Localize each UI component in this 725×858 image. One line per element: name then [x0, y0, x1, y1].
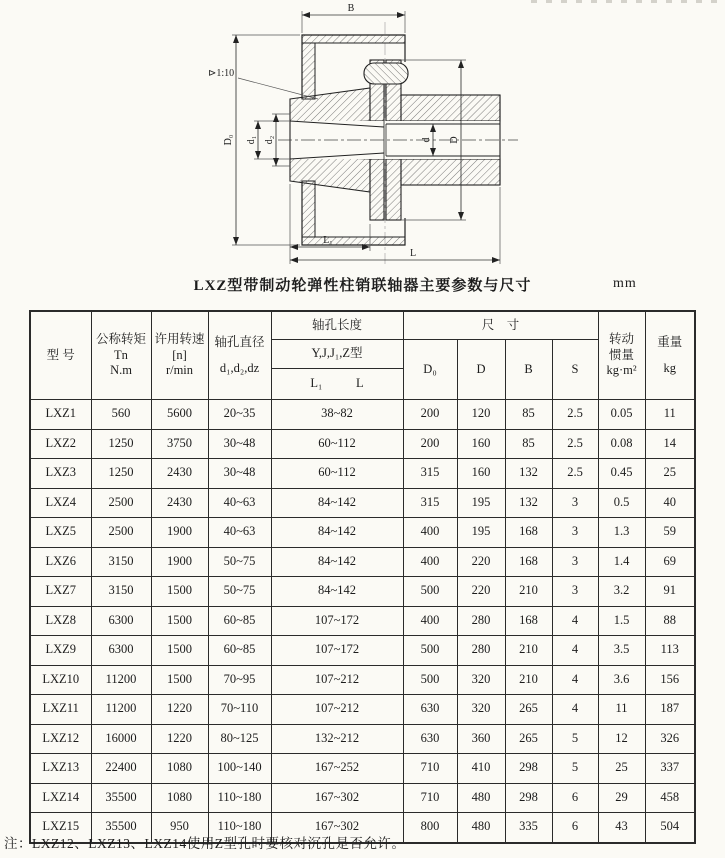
- header-model: [30, 311, 91, 400]
- table-cell: 400: [403, 518, 457, 548]
- table-cell: 29: [598, 783, 645, 813]
- page-title: LXZ型带制动轮弹性柱销联轴器主要参数与尺寸: [193, 278, 532, 294]
- table-header: [30, 311, 695, 400]
- table-cell: 100~140: [208, 754, 271, 784]
- table-row: [30, 783, 695, 813]
- header-col-b: [505, 340, 552, 400]
- table-cell: 400: [403, 547, 457, 577]
- unit-label: mm: [613, 276, 637, 291]
- table-cell: 298: [505, 754, 552, 784]
- table-cell: 0.05: [598, 400, 645, 430]
- table-cell: 3: [552, 577, 598, 607]
- header-speed-l1: 许用转速: [154, 332, 205, 347]
- table-cell: 84~142: [271, 547, 403, 577]
- table-cell: 1080: [151, 783, 208, 813]
- elastic-pin: [364, 63, 408, 84]
- table-cell: 950: [151, 813, 208, 843]
- table-cell: 560: [91, 400, 151, 430]
- dim-label-b: B: [347, 3, 355, 14]
- table-cell: 12: [598, 724, 645, 754]
- table-cell: 1500: [151, 665, 208, 695]
- header-torque-l2: N.m: [110, 363, 132, 378]
- table-cell: 85: [505, 400, 552, 430]
- table-cell: 1.3: [598, 518, 645, 548]
- table-cell: 2500: [91, 488, 151, 518]
- table-cell: 25: [645, 459, 695, 489]
- table-cell: 50~75: [208, 547, 271, 577]
- table-cell: 11200: [91, 665, 151, 695]
- table-cell: 38~82: [271, 400, 403, 430]
- table-cell: LXZ4: [30, 488, 91, 518]
- table-cell: 1250: [91, 459, 151, 489]
- table-cell: 168: [505, 606, 552, 636]
- table-cell: LXZ6: [30, 547, 91, 577]
- table-cell: 1900: [151, 518, 208, 548]
- table-cell: 167~252: [271, 754, 403, 784]
- table-cell: 43: [598, 813, 645, 843]
- table-cell: LXZ15: [30, 813, 91, 843]
- table-cell: 30~48: [208, 459, 271, 489]
- table-cell: 6: [552, 783, 598, 813]
- header-inertia-l3: kg·m²: [606, 363, 637, 378]
- table-row: [30, 488, 695, 518]
- table-cell: 60~85: [208, 606, 271, 636]
- header-bore-l1: 轴孔直径: [214, 334, 265, 349]
- table-cell: 110~180: [208, 813, 271, 843]
- table-cell: 59: [645, 518, 695, 548]
- header-torque-l1: 公称转矩Tn: [95, 332, 146, 362]
- table-cell: 6300: [91, 636, 151, 666]
- table-cell: 500: [403, 577, 457, 607]
- table-cell: 800: [403, 813, 457, 843]
- table-cell: 0.08: [598, 429, 645, 459]
- table-row: [30, 724, 695, 754]
- table-cell: LXZ12: [30, 724, 91, 754]
- table-row: [30, 606, 695, 636]
- coupling-section-drawing: [170, 0, 550, 270]
- table-cell: LXZ11: [30, 695, 91, 725]
- table-cell: 210: [505, 665, 552, 695]
- table-cell: 1.4: [598, 547, 645, 577]
- table-cell: 315: [403, 459, 457, 489]
- table-cell: LXZ2: [30, 429, 91, 459]
- table-cell: 4: [552, 636, 598, 666]
- header-weight-l1: 重量: [657, 334, 683, 349]
- header-bore-types: [271, 340, 403, 369]
- table-cell: 120: [457, 400, 505, 430]
- table-cell: 40: [645, 488, 695, 518]
- table-cell: 500: [403, 636, 457, 666]
- table-cell: 168: [505, 518, 552, 548]
- header-bore-types-label: Y,J,J₁,Z型: [311, 346, 363, 361]
- table-cell: 3: [552, 547, 598, 577]
- dim-label-d0: D₀: [223, 134, 234, 146]
- table-cell: 6: [552, 813, 598, 843]
- table-cell: 107~212: [271, 665, 403, 695]
- table-cell: 335: [505, 813, 552, 843]
- table-cell: 80~125: [208, 724, 271, 754]
- table-cell: 187: [645, 695, 695, 725]
- dim-label-d1: d₁: [246, 135, 257, 145]
- header-col-s-label: S: [571, 361, 579, 376]
- table-body: [30, 400, 695, 843]
- footnote: 注：LXZ12、LXZ13、LXZ14使用Z型孔时要核对沉孔是否允许。: [4, 836, 406, 851]
- dim-label-d2: d₂: [264, 135, 275, 145]
- table-cell: 2.5: [552, 429, 598, 459]
- table-cell: 500: [403, 665, 457, 695]
- header-l-label: L: [356, 376, 364, 391]
- table-cell: 195: [457, 488, 505, 518]
- table-cell: 480: [457, 783, 505, 813]
- table-cell: 1900: [151, 547, 208, 577]
- table-cell: 113: [645, 636, 695, 666]
- table-cell: 132: [505, 459, 552, 489]
- table-cell: 11: [598, 695, 645, 725]
- table-cell: LXZ13: [30, 754, 91, 784]
- table-cell: 1.5: [598, 606, 645, 636]
- table-cell: 458: [645, 783, 695, 813]
- table-cell: 2.5: [552, 459, 598, 489]
- table-cell: 11200: [91, 695, 151, 725]
- table-cell: 30~48: [208, 429, 271, 459]
- table-cell: 132: [505, 488, 552, 518]
- table-cell: 1080: [151, 754, 208, 784]
- table-cell: 5600: [151, 400, 208, 430]
- header-col-d0-label: D₀: [423, 361, 437, 376]
- table-cell: 337: [645, 754, 695, 784]
- table-cell: 4: [552, 695, 598, 725]
- header-bore-length-group: [271, 311, 403, 340]
- table-cell: 326: [645, 724, 695, 754]
- table-cell: 88: [645, 606, 695, 636]
- table-cell: 1500: [151, 606, 208, 636]
- table-cell: 265: [505, 695, 552, 725]
- header-weight-l2: kg: [663, 360, 677, 375]
- table-row: [30, 518, 695, 548]
- header-l1-l: [271, 369, 403, 400]
- taper-callout: ⊳1:10: [208, 68, 235, 79]
- table-cell: 1500: [151, 577, 208, 607]
- table-cell: 50~75: [208, 577, 271, 607]
- header-col-s: [552, 340, 598, 400]
- dim-label-l: L: [409, 248, 417, 259]
- table-cell: 5: [552, 724, 598, 754]
- table-cell: LXZ14: [30, 783, 91, 813]
- table-cell: 110~180: [208, 783, 271, 813]
- header-inertia-l2: 惯量: [609, 347, 635, 362]
- table-cell: 630: [403, 724, 457, 754]
- table-cell: 320: [457, 665, 505, 695]
- table-cell: 107~212: [271, 695, 403, 725]
- table-cell: 70~95: [208, 665, 271, 695]
- header-l1-label: L₁: [310, 376, 323, 391]
- header-model-label: 型 号: [46, 347, 75, 362]
- table-cell: 132~212: [271, 724, 403, 754]
- table-cell: 200: [403, 429, 457, 459]
- table-row: [30, 665, 695, 695]
- table-cell: 360: [457, 724, 505, 754]
- table-cell: 3.5: [598, 636, 645, 666]
- table-cell: 200: [403, 400, 457, 430]
- table-cell: 14: [645, 429, 695, 459]
- table-cell: LXZ1: [30, 400, 91, 430]
- table-cell: 4: [552, 665, 598, 695]
- table-row: [30, 429, 695, 459]
- header-bore-length-label: 轴孔长度: [311, 317, 362, 332]
- table-cell: 107~172: [271, 606, 403, 636]
- table-cell: 220: [457, 547, 505, 577]
- table-cell: 25: [598, 754, 645, 784]
- table-cell: 1220: [151, 695, 208, 725]
- table-cell: 85: [505, 429, 552, 459]
- table-cell: 3150: [91, 577, 151, 607]
- table-cell: 20~35: [208, 400, 271, 430]
- header-size-label: 尺 寸: [481, 317, 520, 332]
- dim-label-big-d: D: [449, 136, 460, 144]
- table-cell: LXZ7: [30, 577, 91, 607]
- table-cell: 1220: [151, 724, 208, 754]
- table-cell: 210: [505, 636, 552, 666]
- table-cell: 6300: [91, 606, 151, 636]
- table-cell: LXZ10: [30, 665, 91, 695]
- table-row: [30, 547, 695, 577]
- table-row: [30, 695, 695, 725]
- table-cell: 16000: [91, 724, 151, 754]
- table-cell: 84~142: [271, 488, 403, 518]
- table-cell: 2430: [151, 488, 208, 518]
- table-cell: 1500: [151, 636, 208, 666]
- header-speed-l2: [n]: [172, 347, 187, 362]
- table-cell: 0.5: [598, 488, 645, 518]
- table-cell: 280: [457, 636, 505, 666]
- table-cell: 156: [645, 665, 695, 695]
- table-cell: 91: [645, 577, 695, 607]
- table-cell: 60~112: [271, 459, 403, 489]
- table-cell: 22400: [91, 754, 151, 784]
- header-col-d: [457, 340, 505, 400]
- table-row: [30, 636, 695, 666]
- table-cell: LXZ3: [30, 459, 91, 489]
- table-cell: 70~110: [208, 695, 271, 725]
- table-cell: 195: [457, 518, 505, 548]
- table-cell: 2500: [91, 518, 151, 548]
- table-cell: 315: [403, 488, 457, 518]
- table-cell: 3.6: [598, 665, 645, 695]
- header-inertia-l1: 转动: [609, 332, 635, 347]
- table-cell: 400: [403, 606, 457, 636]
- table-cell: 210: [505, 577, 552, 607]
- table-cell: 1250: [91, 429, 151, 459]
- table-cell: LXZ8: [30, 606, 91, 636]
- dim-label-d: d: [421, 137, 432, 143]
- header-size-group: [403, 311, 598, 340]
- table-cell: 40~63: [208, 518, 271, 548]
- table-cell: 0.45: [598, 459, 645, 489]
- header-col-b-label: B: [524, 361, 533, 376]
- header-inertia: [598, 311, 645, 400]
- table-cell: 167~302: [271, 783, 403, 813]
- scan-artifact: [531, 0, 721, 3]
- table-cell: 630: [403, 695, 457, 725]
- table-cell: 410: [457, 754, 505, 784]
- table-cell: 60~85: [208, 636, 271, 666]
- header-speed-l3: r/min: [165, 363, 194, 378]
- dim-label-l1: L₁: [323, 235, 333, 246]
- table-row: [30, 577, 695, 607]
- table-cell: 710: [403, 783, 457, 813]
- table-cell: 5: [552, 754, 598, 784]
- table-cell: 3: [552, 518, 598, 548]
- table-cell: 167~302: [271, 813, 403, 843]
- table-cell: 60~112: [271, 429, 403, 459]
- table-cell: 84~142: [271, 577, 403, 607]
- table-cell: 69: [645, 547, 695, 577]
- parameters-table: [29, 310, 696, 844]
- table-cell: 280: [457, 606, 505, 636]
- header-speed: [151, 311, 208, 400]
- header-col-d-label: D: [476, 361, 486, 376]
- header-bore-l2: d₁,d₂,dz: [219, 360, 260, 375]
- table-cell: 84~142: [271, 518, 403, 548]
- header-bore-diameter: [208, 311, 271, 400]
- table-cell: LXZ9: [30, 636, 91, 666]
- table-cell: 2430: [151, 459, 208, 489]
- table-cell: 3: [552, 488, 598, 518]
- table-cell: 710: [403, 754, 457, 784]
- table-cell: LXZ5: [30, 518, 91, 548]
- table-row: [30, 754, 695, 784]
- table-cell: 40~63: [208, 488, 271, 518]
- table-row: [30, 400, 695, 430]
- table-cell: 2.5: [552, 400, 598, 430]
- table-cell: 160: [457, 429, 505, 459]
- table-cell: 160: [457, 459, 505, 489]
- table-cell: 3.2: [598, 577, 645, 607]
- table-cell: 3150: [91, 547, 151, 577]
- table-cell: 11: [645, 400, 695, 430]
- table-cell: 107~172: [271, 636, 403, 666]
- table-cell: 480: [457, 813, 505, 843]
- table-cell: 35500: [91, 813, 151, 843]
- table-row: [30, 459, 695, 489]
- table-cell: 504: [645, 813, 695, 843]
- header-weight: [645, 311, 695, 400]
- table-cell: 320: [457, 695, 505, 725]
- table-cell: 220: [457, 577, 505, 607]
- table-cell: 298: [505, 783, 552, 813]
- table-cell: 265: [505, 724, 552, 754]
- table-cell: 168: [505, 547, 552, 577]
- table-cell: 35500: [91, 783, 151, 813]
- header-col-d0: [403, 340, 457, 400]
- table-cell: 4: [552, 606, 598, 636]
- table-cell: 3750: [151, 429, 208, 459]
- header-torque: [91, 311, 151, 400]
